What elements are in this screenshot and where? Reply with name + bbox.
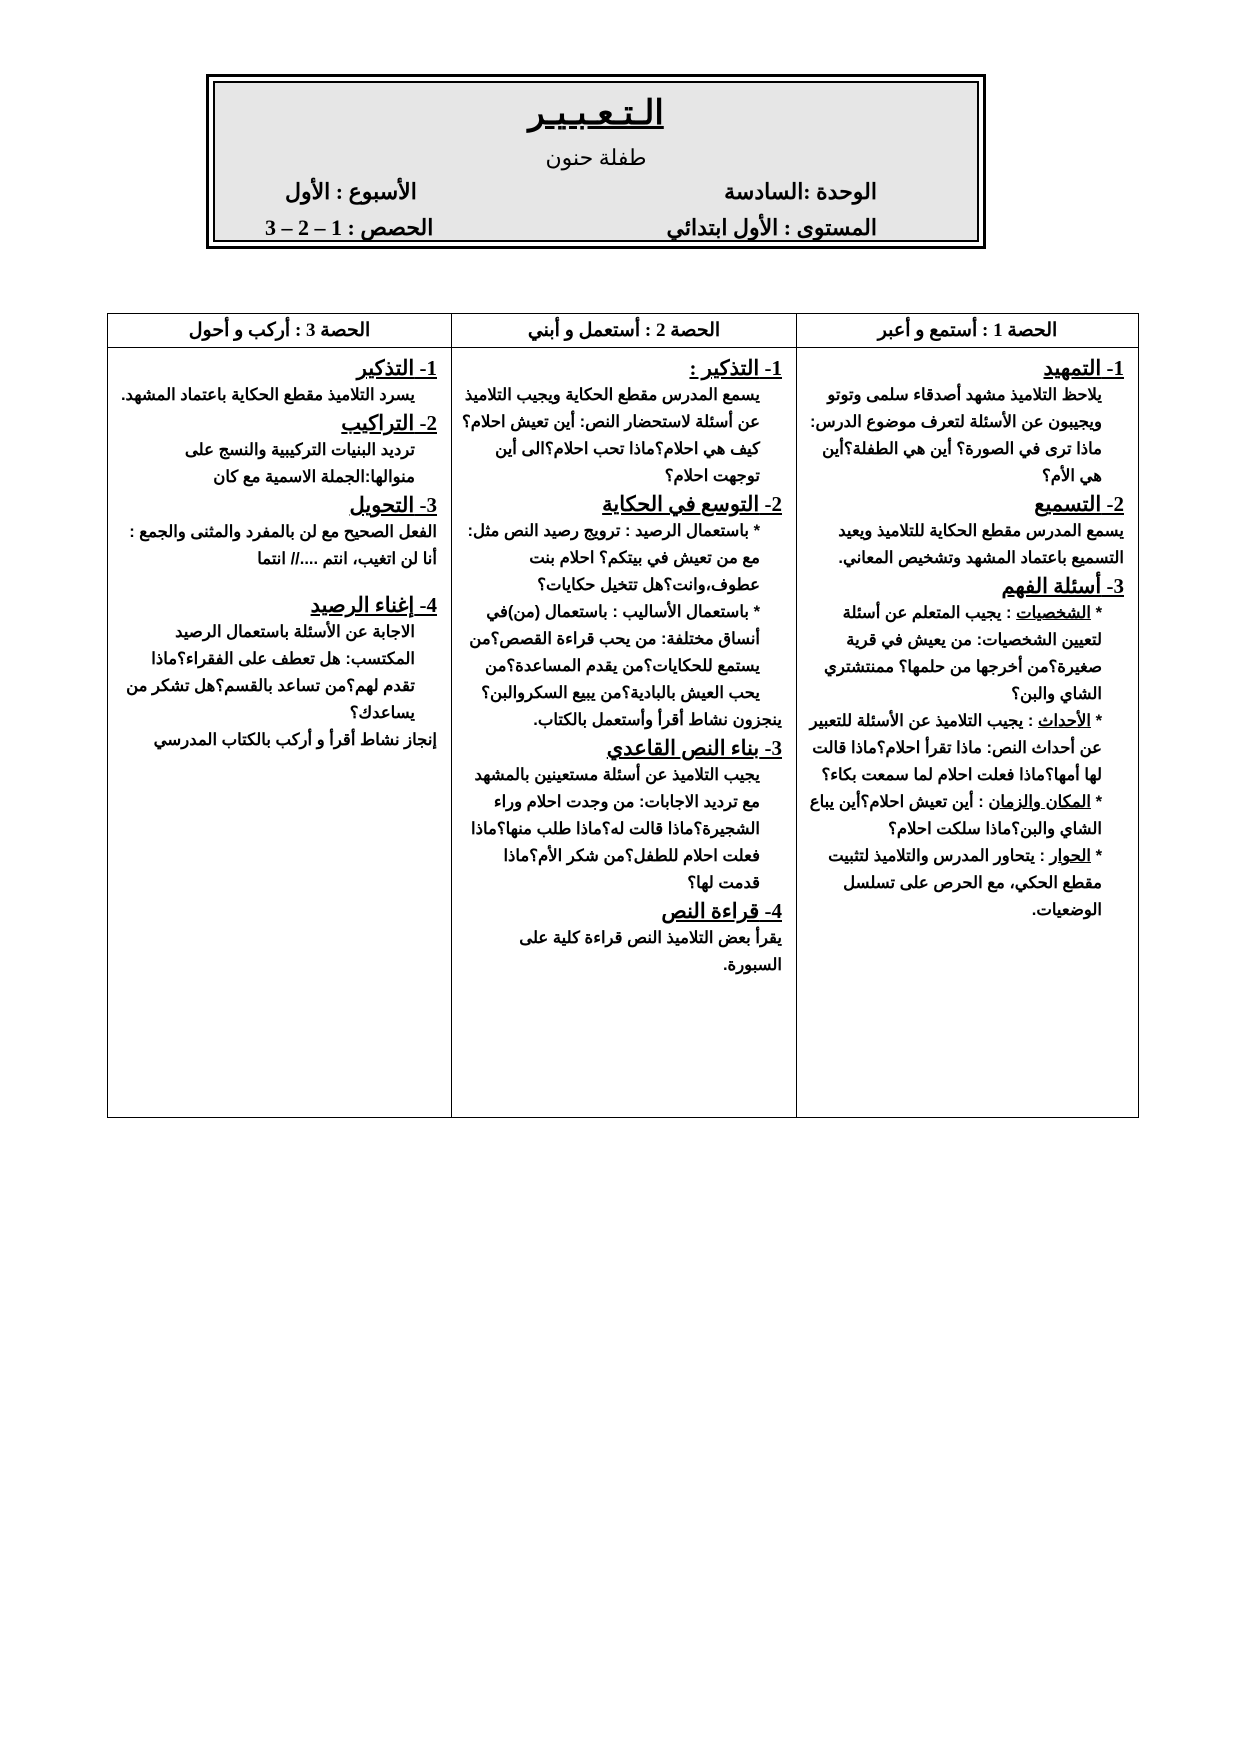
section-title-vocabulary: إغناء الرصيد (310, 593, 415, 617)
activity-text: إنجاز نشاط أقرأ و أركب بالكتاب المدرسي (153, 731, 437, 749)
section-text: الاجابة عن الأسئلة باستعمال الرصيد المكتسب: هل تعطف على الفقراء؟ماذا تقدم لهم؟من تساعد بالقسم؟هل تشكر من يساعدك؟ (126, 623, 415, 722)
section-text: ترديد البنيات التركيبية والنسج على منوالها:الجملة الاسمية مع كان (184, 441, 415, 486)
bullet-keyword: الحوار (1049, 847, 1091, 865)
document-subtitle: طفلة حنون (545, 145, 647, 170)
section-heading: 1- التذكير (356, 356, 437, 380)
section-heading: 4- قراءة النص (661, 899, 782, 923)
section-heading: 1- التمهيد (1043, 356, 1124, 380)
bullet-item: * باستعمال الأساليب : باستعمال (من)في أنساق مختلفة: من يحب قراءة القصص؟من يستمع للحكايات؟من يقدم المساعدة؟من يحب العيش بالبادية؟من يبيع السكروالبن؟ (469, 603, 760, 702)
section-text: يسمع المدرس مقطع الحكاية للتلاميذ ويعيد التسميع باعتماد المشهد وتشخيص المعاني. (838, 522, 1124, 567)
section-title-listening: التسميع (1034, 492, 1102, 516)
section-heading: 3- التحويل (349, 493, 437, 517)
section-title-expansion: التوسع في الحكاية (602, 492, 760, 516)
section-title-reading: قراءة النص (661, 899, 760, 923)
bullet-text: : يجيب التلاميذ عن الأسئلة للتعبير عن أحداث النص: ماذا تقرأ احلام؟ماذا قالت لها أمها؟ماذا فعلت احلام لما سمعت بكاء؟ (809, 712, 1102, 784)
section-heading: 2- التراكيب (341, 411, 437, 435)
bullet-item: * الشخصيات : يجيب المتعلم عن أسئلة لتعيين الشخصيات: من يعيش في قرية صغيرة؟من أخرجها من حلمها؟ ممنتشتري الشاي والبن؟ (824, 604, 1102, 703)
section-text: يلاحظ التلاميذ مشهد أصدقاء سلمى وتوتو ويجيبون عن الأسئلة لتعرف موضوع الدرس: ماذا ترى في الصورة؟ أين هي الطفلة؟أين هي الأم؟ (809, 386, 1102, 485)
bullet-text: : يجيب المتعلم عن أسئلة لتعيين الشخصيات: من يعيش في قرية صغيرة؟من أخرجها من حلمها؟ ممنتشتري الشاي والبن؟ (824, 604, 1102, 703)
document-title: الـتـعـبـيـر (528, 93, 664, 133)
bullet-keyword: المكان والزمان (988, 793, 1091, 811)
section-title-transformation: التحويل (349, 493, 415, 517)
unit-label: الوحدة :السادسة (724, 179, 877, 204)
section-text: يقرأ بعض التلاميذ النص قراءة كلية على السبورة. (519, 929, 782, 974)
section-text: يسرد التلاميذ مقطع الحكاية باعتماد المشهد. (120, 386, 415, 404)
section-heading: 3- بناء النص القاعدي (606, 736, 782, 760)
sessions-label: الحصص : 1 – 2 – 3 (265, 215, 434, 240)
section-title-base-text: بناء النص القاعدي (606, 736, 760, 760)
bullet-text: : أين تعيش احلام؟أين يباع الشاي والبن؟ماذا سلكت احلام؟ (809, 793, 1102, 838)
bullet-item: * الأحداث : يجيب التلاميذ عن الأسئلة للتعبير عن أحداث النص: ماذا تقرأ احلام؟ماذا قالت لها أمها؟ماذا فعلت احلام لما سمعت بكاء؟ (809, 712, 1102, 784)
section-heading: 3- أسئلة الفهم (1001, 574, 1124, 598)
level-label: المستوى : الأول ابتدائي (666, 215, 877, 240)
table-header-row (108, 314, 1139, 348)
bullet-keyword: الأحداث (1038, 712, 1091, 730)
bullet-item: * الحوار : يتحاور المدرس والتلاميذ لتثبيت مقطع الحكي، مع الحرص على تسلسل الوضعيات. (828, 847, 1102, 919)
section-text: يسمع المدرس مقطع الحكاية ويجيب التلاميذ عن أسئلة لاستحضار النص: أين تعيش احلام؟كيف هي احلام؟ماذا تحب احلام؟الى أين توجهت احلام؟ (462, 386, 760, 485)
activity-text: ينجزون نشاط أقرأ وأستعمل بالكتاب. (533, 711, 782, 729)
header-box (206, 74, 986, 249)
header-inner (213, 81, 979, 242)
section-text: الفعل الصحيح مع لن بالمفرد والمثنى والجمع : أنا لن اتغيب، انتم ....// انتما (129, 523, 437, 568)
lesson-table (107, 313, 1139, 1118)
header-session-2: الحصة 2 : أستعمل و أبني (452, 314, 797, 348)
section-title-recall: التذكير (356, 356, 415, 380)
bullet-text: : يتحاور المدرس والتلاميذ لتثبيت مقطع الحكي، مع الحرص على تسلسل الوضعيات. (828, 847, 1102, 919)
table-body-row (108, 348, 1139, 1118)
section-heading: 1- التذكير : (689, 356, 782, 380)
section-heading: 4- إغناء الرصيد (310, 593, 437, 617)
bullet-item: * المكان والزمان : أين تعيش احلام؟أين يباع الشاي والبن؟ماذا سلكت احلام؟ (809, 793, 1102, 838)
section-title-recall: التذكير : (689, 356, 760, 380)
section-title-intro: التمهيد (1043, 356, 1102, 380)
header-session-3: الحصة 3 : أركب و أحول (108, 314, 452, 348)
header-session-1: الحصة 1 : أستمع و أعبر (797, 314, 1139, 348)
section-title-comprehension: أسئلة الفهم (1001, 574, 1102, 598)
session-2-cell (452, 348, 797, 1118)
session-1-cell (797, 348, 1139, 1118)
section-heading: 2- التوسع في الحكاية (602, 492, 782, 516)
bullet-item: * باستعمال الرصيد : ترويج رصيد النص مثل: مع من تعيش في بيتكم؟ احلام بنت عطوف،وانت؟هل تتخيل حكايات؟ (467, 522, 760, 594)
section-text: يجيب التلاميذ عن أسئلة مستعينين بالمشهد مع ترديد الاجابات: من وجدت احلام وراء الشجيرة؟ماذا قالت له؟ماذا طلب منها؟ماذا فعلت احلام للطفل؟من شكر الأم؟ماذا قدمت لها؟ (471, 766, 760, 892)
section-heading: 2- التسميع (1034, 492, 1124, 516)
section-title-structures: التراكيب (341, 411, 415, 435)
week-label: الأسبوع : الأول (285, 179, 417, 204)
bullet-keyword: الشخصيات (1016, 604, 1091, 622)
session-3-cell (108, 348, 452, 1118)
